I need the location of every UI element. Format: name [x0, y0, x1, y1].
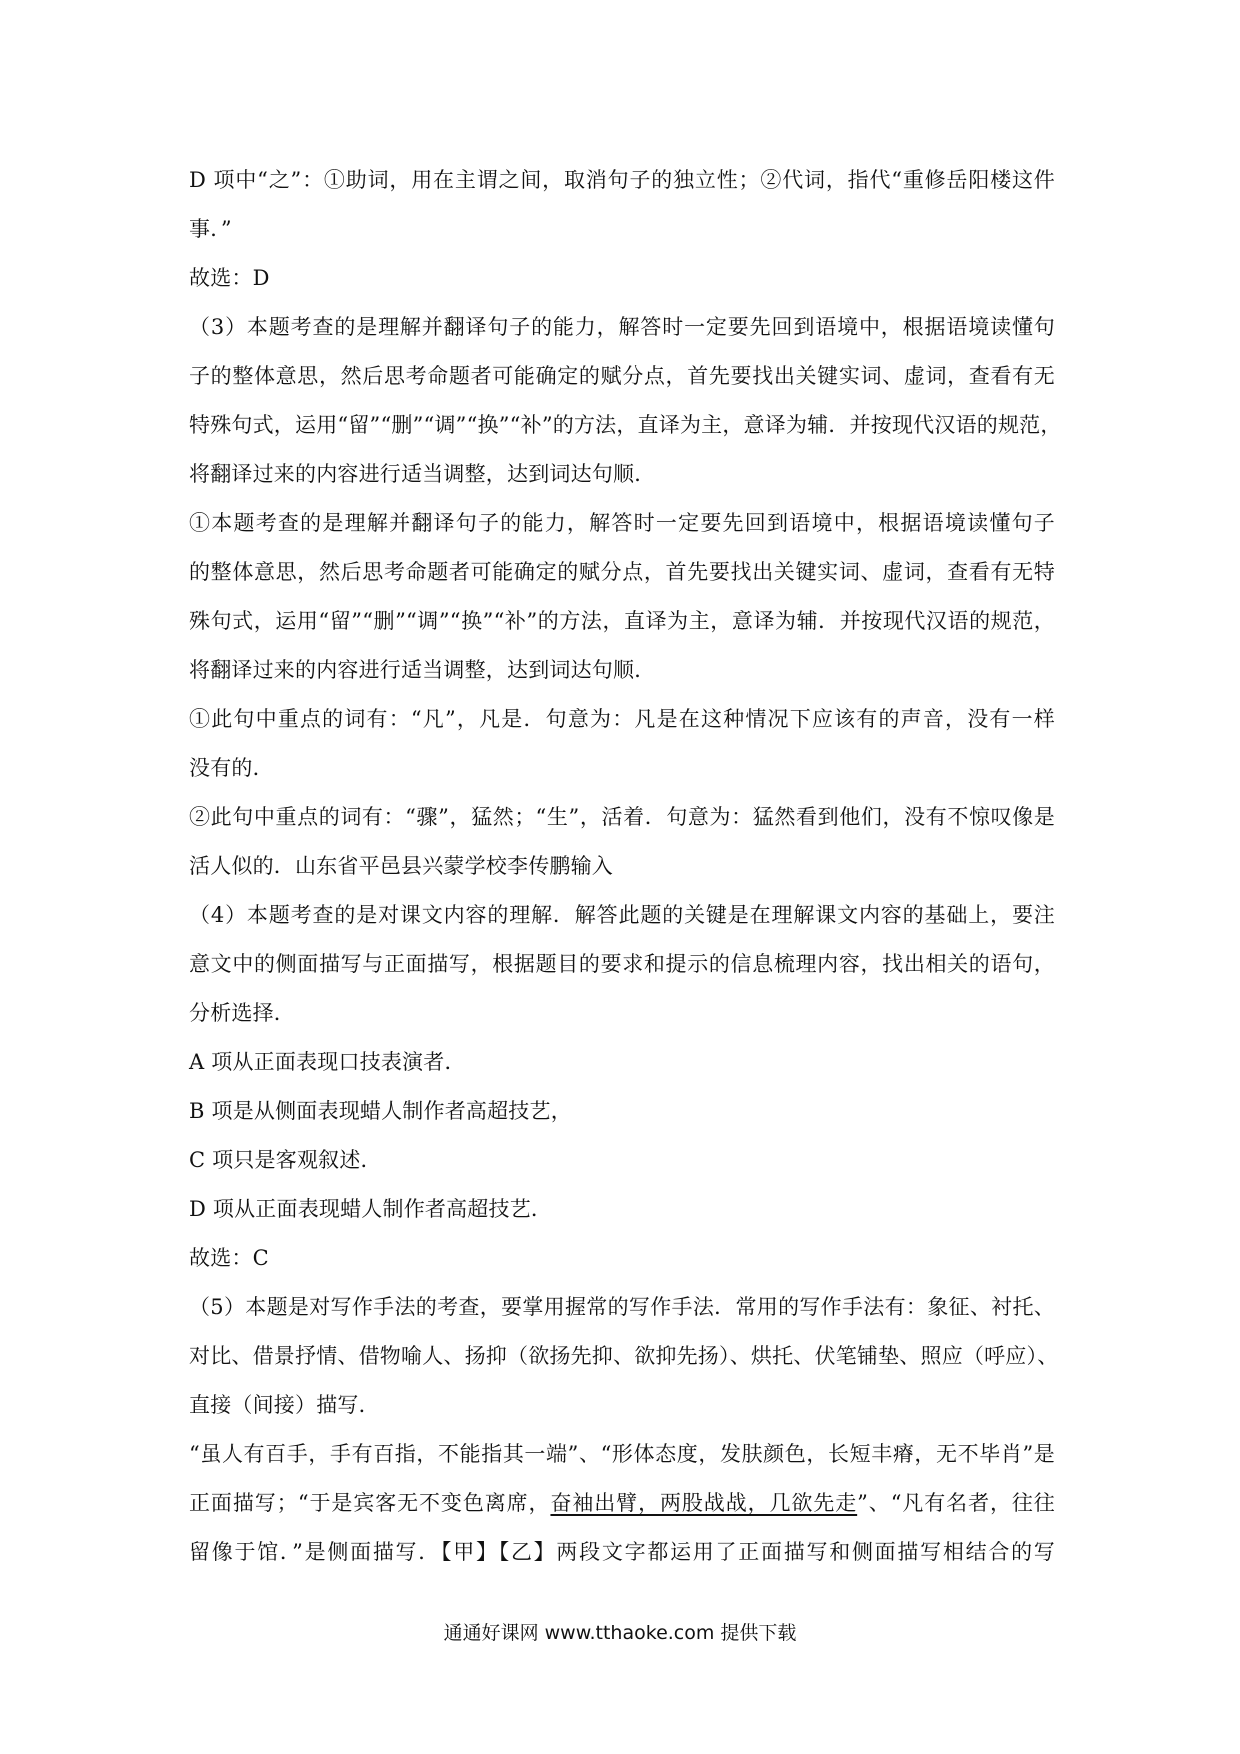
text-line-with-underline: [189, 1479, 1055, 1528]
underlined-quote: 奋袖出臂，两股战战，几欲先走: [550, 1491, 858, 1515]
text-line: 事．”: [189, 217, 232, 241]
text-line: 留像于馆．”是侧面描写．【甲】【乙】两段文字都运用了正面描写和侧面描写相结合的写: [189, 1540, 1055, 1564]
text-line: 殊句式，运用“留”“删”“调”“换”“补”的方法，直译为主，意译为辅．并按现代汉语的规范，: [189, 609, 1055, 633]
text-line: 的整体意思，然后思考命题者可能确定的赋分点，首先要找出关键实词、虚词，查看有无特: [189, 560, 1055, 584]
text-line: 故选：C: [189, 1246, 269, 1270]
text-line: D 项从正面表现蜡人制作者高超技艺．: [189, 1197, 553, 1221]
footer-watermark: 通通好课网 www.tthaoke.com 提供下载: [443, 1622, 797, 1644]
text-line: （4）本题考查的是对课文内容的理解．解答此题的关键是在理解课文内容的基础上，要注: [189, 903, 1055, 927]
text-line: B 项是从侧面表现蜡人制作者高超技艺，: [189, 1099, 572, 1123]
text-line: 对比、借景抒情、借物喻人、扬抑（欲扬先抑、欲抑先扬）、烘托、伏笔铺垫、照应（呼应）、: [189, 1344, 1059, 1368]
text-line: 没有的．: [189, 756, 274, 780]
text-segment: ”、“凡有名者，往往: [857, 1491, 1055, 1515]
text-line: ②此句中重点的词有：“骤”，猛然；“生”，活着．句意为：猛然看到他们，没有不惊叹像是: [189, 805, 1055, 829]
text-line: 故选：D: [189, 266, 270, 290]
text-line: 分析选择．: [189, 1001, 295, 1025]
text-line: C 项只是客观叙述．: [189, 1148, 382, 1172]
text-line: ①本题考查的是理解并翻译句子的能力，解答时一定要先回到语境中，根据语境读懂句子: [189, 511, 1055, 535]
text-line: （3）本题考查的是理解并翻译句子的能力，解答时一定要先回到语境中，根据语境读懂句: [189, 315, 1055, 339]
text-line: D 项中“之”：①助词，用在主谓之间，取消句子的独立性；②代词，指代“重修岳阳楼这件: [189, 168, 1055, 192]
text-line: 意文中的侧面描写与正面描写，根据题目的要求和提示的信息梳理内容，找出相关的语句，: [189, 952, 1055, 976]
text-line: 特殊句式，运用“留”“删”“调”“换”“补”的方法，直译为主，意译为辅．并按现代汉语的规范，: [189, 413, 1062, 437]
text-line: 直接（间接）描写．: [189, 1393, 380, 1417]
text-line: ①此句中重点的词有：“凡”，凡是．句意为：凡是在这种情况下应该有的声音，没有一样: [189, 707, 1055, 731]
text-line: “虽人有百手，手有百指，不能指其一端”、“形体态度，发肤颜色，长短丰瘠，无不毕肖”是: [189, 1442, 1055, 1466]
text-line: 活人似的．山东省平邑县兴蒙学校李传鹏输入: [189, 854, 613, 878]
text-line: 子的整体意思，然后思考命题者可能确定的赋分点，首先要找出关键实词、虚词，查看有无: [189, 364, 1055, 388]
text-line: 将翻译过来的内容进行适当调整，达到词达句顺．: [189, 462, 656, 486]
text-line: A 项从正面表现口技表演者．: [189, 1050, 466, 1074]
text-line: 将翻译过来的内容进行适当调整，达到词达句顺．: [189, 658, 656, 682]
document-body: [189, 156, 1062, 1577]
text-line: （5）本题是对写作手法的考查，要掌用握常的写作手法．常用的写作手法有：象征、衬托、: [189, 1295, 1055, 1319]
text-segment: 正面描写；“于是宾客无不变色离席，: [189, 1491, 551, 1515]
